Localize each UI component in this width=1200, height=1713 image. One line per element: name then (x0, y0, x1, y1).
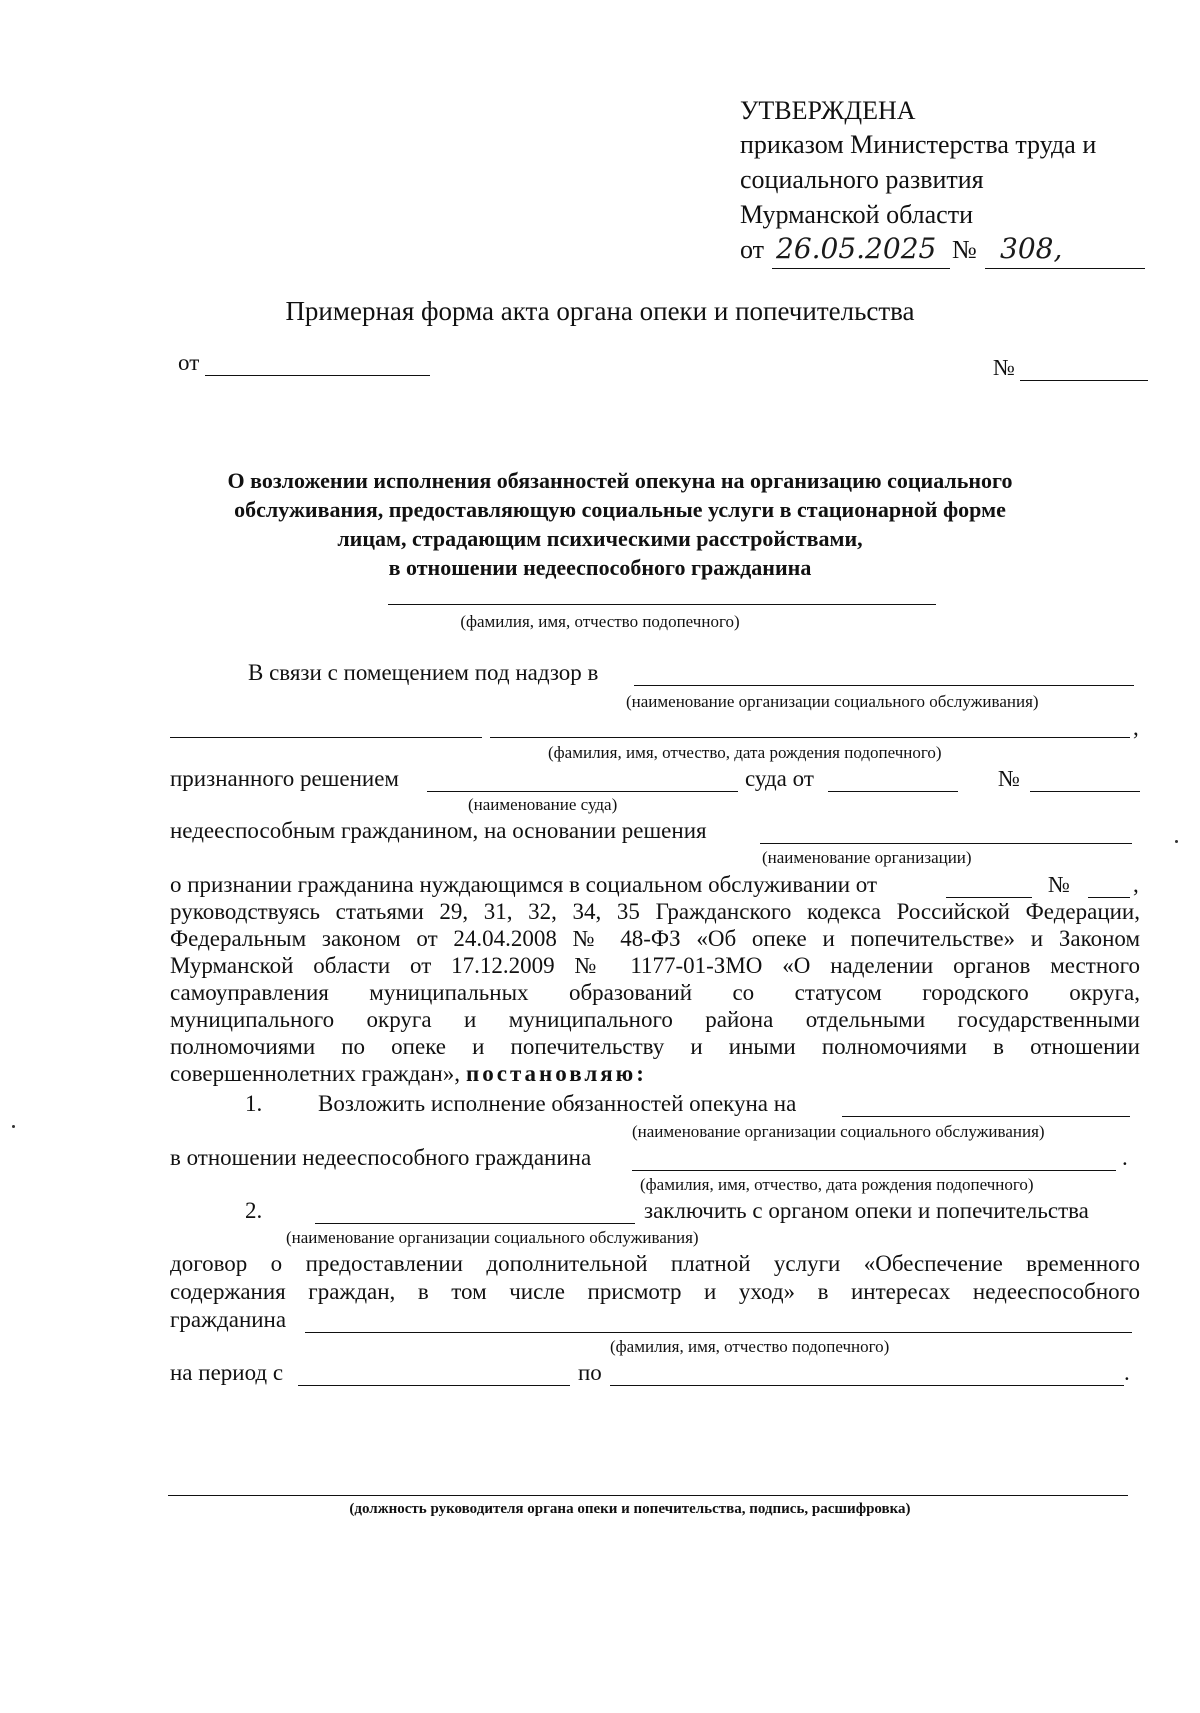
ward-details-line-a (170, 737, 482, 738)
item-2-text: заключить с органом опеки и попечительства (644, 1198, 1089, 1223)
item-1-second-line: в отношении недееспособного гражданина (170, 1145, 592, 1170)
approval-date-line (772, 268, 950, 269)
legal-text-line-5: муниципального округа и муниципального района отдельными государственными (170, 1007, 1140, 1032)
ward-details-comma: , (1133, 715, 1139, 740)
decision-label: недееспособным гражданином, на основании решения (170, 818, 707, 843)
placement-text: В связи с помещением под надзор в (248, 660, 599, 685)
legal-text-line-2: Федеральным законом от 24.04.2008 № 48-ФЗ «Об опеке и попечительстве» и Законом (170, 926, 1140, 951)
item-1-period: . (1122, 1145, 1128, 1170)
item-1-ward-line (632, 1170, 1116, 1171)
ward-details-caption: (фамилия, имя, отчество, дата рождения подопечного) (548, 743, 942, 762)
approval-date-handwritten: 26.05.2025 (776, 232, 937, 265)
period-start-line (298, 1385, 570, 1386)
item-1-org-caption: (наименование организации социального обслуживания) (632, 1122, 1045, 1141)
item-1-org-line (842, 1116, 1130, 1117)
heading-line-2: обслуживания, предоставляющую социальные услуги в стационарной форме (234, 497, 1006, 522)
approval-title: УТВЕРЖДЕНА (740, 96, 916, 125)
ward-details-line-b (490, 737, 1130, 738)
approval-line-3: Мурманской области (740, 200, 973, 229)
court-from-label: суда от (745, 766, 814, 791)
court-name-caption: (наименование суда) (468, 795, 618, 814)
scan-speck (1175, 840, 1178, 843)
form-title: Примерная форма акта органа опеки и попечительства (285, 296, 915, 326)
heading-line-4: в отношении недееспособного гражданина (388, 555, 812, 580)
number-line (1020, 380, 1148, 381)
decree-word: постановляю: (466, 1061, 647, 1086)
legal-text-line-1: руководствуясь статьями 29, 31, 32, 34, 35 Гражданского кодекса Российской Федерации, (170, 899, 1140, 924)
period-end-line (610, 1385, 1124, 1386)
court-name-line (427, 791, 738, 792)
item-2-number: 2. (245, 1198, 263, 1223)
legal-text-line-6: полномочиями по опеке и попечительству и иными полномочиями в отношении (170, 1034, 1140, 1059)
legal-text-line-4: самоуправления муниципальных образований со статусом городского округа, (170, 980, 1140, 1005)
scan-speck (12, 1125, 15, 1128)
heading-line-3: лицам, страдающим психическими расстройствами, (337, 526, 863, 551)
item-1-ward-caption: (фамилия, имя, отчество, дата рождения подопечного) (640, 1175, 1034, 1194)
number-label: № (993, 355, 1015, 380)
item-2-org-line (315, 1223, 635, 1224)
need-comma: , (1133, 872, 1139, 897)
need-number-line (1088, 897, 1130, 898)
court-date-line (828, 791, 958, 792)
court-decision-label: признанного решением (170, 766, 399, 791)
from-date-line (205, 375, 430, 376)
item-2-ward-line (305, 1332, 1132, 1333)
period-to-label: по (578, 1360, 602, 1385)
period-label: на период с (170, 1360, 284, 1385)
need-number-label: № (1048, 872, 1070, 897)
ward-name-line (388, 604, 936, 605)
legal-text-line-3: Мурманской области от 17.12.2009 № 1177-01-ЗМО «О наделении органов местного (170, 953, 1140, 978)
need-recognition-label: о признании гражданина нуждающимся в социальном обслуживании от (170, 872, 878, 897)
court-number-line (1030, 791, 1140, 792)
item-1-number: 1. (245, 1091, 263, 1116)
decision-org-line (760, 843, 1132, 844)
decision-org-caption: (наименование организации) (762, 848, 972, 867)
signature-caption: (должность руководителя органа опеки и попечительства, подпись, расшифровка) (349, 1501, 911, 1517)
item-2-line-3: гражданина (170, 1307, 287, 1332)
organization-caption: (наименование организации социального обслуживания) (626, 692, 1039, 711)
approval-number-prefix: № (952, 235, 977, 264)
item-2-org-caption: (наименование организации социального обслуживания) (286, 1228, 699, 1247)
item-2-line-1: договор о предоставлении дополнительной платной услуги «Обеспечение временного (170, 1251, 1140, 1276)
item-1-text: Возложить исполнение обязанностей опекуна на (318, 1091, 797, 1116)
approval-line-2: социального развития (740, 165, 984, 194)
period-end-dot: . (1124, 1360, 1130, 1385)
organization-line (634, 685, 1134, 686)
need-date-line (946, 897, 1032, 898)
heading-line-1: О возложении исполнения обязанностей опекуна на организацию социального (227, 468, 1013, 493)
legal-text-line-7: совершеннолетних граждан», (170, 1061, 460, 1086)
approval-number-line (985, 268, 1145, 269)
signature-line (168, 1495, 1128, 1496)
court-number-label: № (998, 766, 1020, 791)
from-label: от (178, 350, 200, 375)
ward-name-caption: (фамилия, имя, отчество подопечного) (460, 612, 740, 631)
item-2-ward-caption: (фамилия, имя, отчество подопечного) (610, 1337, 890, 1356)
approval-number-handwritten: 308, (1000, 232, 1063, 265)
approval-line-1: приказом Министерства труда и (740, 130, 1097, 159)
approval-date-prefix: от (740, 235, 765, 264)
item-2-line-2: содержания граждан, в том числе присмотр и уход» в интересах недееспособного (170, 1279, 1140, 1304)
